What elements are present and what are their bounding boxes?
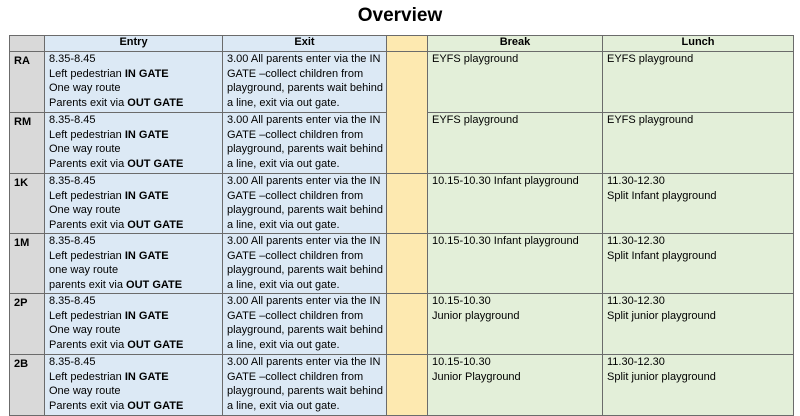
entry-exit-gate: OUT GATE bbox=[127, 218, 184, 231]
exit-cell: 3.00 All parents enter via the IN GATE –collect children from playground, parents wait behind a line, exit via out gate. bbox=[223, 234, 387, 294]
break-cell bbox=[428, 174, 603, 234]
entry-exit-text: parents exit via bbox=[49, 278, 127, 291]
lunch-line-2: Split junior playground bbox=[607, 370, 716, 383]
entry-gate-text: Left pedestrian bbox=[49, 309, 125, 322]
lunch-line-1: EYFS playground bbox=[607, 53, 694, 65]
lunch-line-1: 11.30-12.30 bbox=[607, 356, 665, 368]
exit-cell: 3.00 All parents enter via the IN GATE –collect children from playground, parents wait behind a line, exit via out gate. bbox=[223, 294, 387, 355]
lunch-line-1: 11.30-12.30 bbox=[607, 175, 665, 187]
entry-time: 8.35-8.45 bbox=[49, 356, 96, 368]
entry-exit-text: Parents exit via bbox=[49, 96, 128, 109]
entry-route: One way route bbox=[49, 204, 121, 216]
entry-gate-text: Left pedestrian bbox=[49, 189, 125, 202]
entry-gate-text: Left pedestrian bbox=[49, 128, 125, 141]
entry-exit-text: Parents exit via bbox=[49, 399, 128, 412]
entry-gate-text: Left pedestrian bbox=[49, 370, 125, 383]
lunch-cell bbox=[603, 52, 794, 113]
table-row bbox=[10, 52, 794, 113]
entry-time: 8.35-8.45 bbox=[49, 114, 96, 126]
lunch-cell bbox=[603, 113, 794, 174]
break-cell bbox=[428, 355, 603, 416]
entry-exit-gate: OUT GATE bbox=[126, 278, 183, 291]
class-cell: 2B bbox=[10, 355, 45, 416]
entry-route: One way route bbox=[49, 82, 121, 94]
entry-cell bbox=[45, 355, 223, 416]
gap-cell bbox=[387, 355, 428, 416]
table-row bbox=[10, 234, 794, 294]
entry-route: One way route bbox=[49, 385, 121, 397]
break-line-1: 10.15-10.30 bbox=[432, 295, 491, 307]
overview-table bbox=[9, 35, 794, 416]
gap-cell bbox=[387, 174, 428, 234]
gap-cell bbox=[387, 52, 428, 174]
header-entry: Entry bbox=[45, 36, 223, 52]
lunch-line-2: Split junior playground bbox=[607, 309, 716, 322]
table-row bbox=[10, 355, 794, 416]
class-cell: RM bbox=[10, 113, 45, 174]
lunch-line-2: Split Infant playground bbox=[607, 249, 717, 262]
entry-cell bbox=[45, 174, 223, 234]
entry-gate-name: IN GATE bbox=[124, 370, 169, 383]
entry-time: 8.35-8.45 bbox=[49, 175, 96, 187]
entry-gate-name: IN GATE bbox=[124, 249, 169, 262]
entry-gate-name: IN GATE bbox=[124, 128, 169, 141]
lunch-line-1: 11.30-12.30 bbox=[607, 295, 665, 307]
header-row bbox=[10, 36, 794, 52]
entry-gate-text: Left pedestrian bbox=[49, 249, 125, 262]
class-cell: 1K bbox=[10, 174, 45, 234]
break-line-1: EYFS playground bbox=[432, 114, 519, 126]
entry-gate-name: IN GATE bbox=[124, 189, 169, 202]
header-lunch: Lunch bbox=[603, 36, 794, 52]
entry-cell bbox=[45, 234, 223, 294]
lunch-line-1: EYFS playground bbox=[607, 114, 694, 126]
entry-exit-gate: OUT GATE bbox=[127, 338, 184, 351]
entry-route: one way route bbox=[49, 264, 119, 276]
gap-cell bbox=[387, 294, 428, 355]
header-gap bbox=[387, 36, 428, 52]
break-cell bbox=[428, 294, 603, 355]
lunch-cell bbox=[603, 174, 794, 234]
header-class bbox=[10, 36, 45, 52]
break-line-1: 10.15-10.30 Infant playground bbox=[432, 235, 579, 247]
lunch-cell bbox=[603, 294, 794, 355]
break-cell bbox=[428, 113, 603, 174]
break-line-1: 10.15-10.30 bbox=[432, 356, 491, 368]
entry-cell bbox=[45, 113, 223, 174]
break-line-1: EYFS playground bbox=[432, 53, 519, 65]
header-break: Break bbox=[428, 36, 603, 52]
lunch-line-1: 11.30-12.30 bbox=[607, 235, 665, 247]
class-cell: RA bbox=[10, 52, 45, 113]
entry-exit-text: Parents exit via bbox=[49, 338, 128, 351]
entry-time: 8.35-8.45 bbox=[49, 295, 96, 307]
table-row bbox=[10, 294, 794, 355]
break-line-2: Junior Playground bbox=[432, 370, 521, 383]
entry-gate-text: Left pedestrian bbox=[49, 67, 125, 80]
break-cell bbox=[428, 234, 603, 294]
lunch-cell bbox=[603, 355, 794, 416]
entry-gate-name: IN GATE bbox=[124, 67, 169, 80]
entry-cell bbox=[45, 294, 223, 355]
entry-exit-gate: OUT GATE bbox=[127, 399, 184, 412]
table-row bbox=[10, 174, 794, 234]
break-line-1: 10.15-10.30 Infant playground bbox=[432, 175, 579, 187]
entry-time: 8.35-8.45 bbox=[49, 53, 96, 65]
gap-cell bbox=[387, 234, 428, 294]
lunch-cell bbox=[603, 234, 794, 294]
page-title: Overview bbox=[357, 5, 443, 26]
entry-exit-text: Parents exit via bbox=[49, 218, 128, 231]
entry-time: 8.35-8.45 bbox=[49, 235, 96, 247]
exit-cell: 3.00 All parents enter via the IN GATE –collect children from playground, parents wait behind a line, exit via out gate. bbox=[223, 355, 387, 416]
entry-cell bbox=[45, 52, 223, 113]
header-exit: Exit bbox=[223, 36, 387, 52]
entry-route: One way route bbox=[49, 324, 121, 336]
entry-gate-name: IN GATE bbox=[124, 309, 169, 322]
exit-cell: 3.00 All parents enter via the IN GATE –collect children from playground, parents wait behind a line, exit via out gate. bbox=[223, 113, 387, 174]
exit-cell: 3.00 All parents enter via the IN GATE –collect children from playground, parents wait behind a line, exit via out gate. bbox=[223, 174, 387, 234]
class-cell: 2P bbox=[10, 294, 45, 355]
break-line-2: Junior playground bbox=[432, 309, 520, 322]
break-cell bbox=[428, 52, 603, 113]
entry-route: One way route bbox=[49, 143, 121, 155]
exit-cell: 3.00 All parents enter via the IN GATE –collect children from playground, parents wait behind a line, exit via out gate. bbox=[223, 52, 387, 113]
class-cell: 1M bbox=[10, 234, 45, 294]
entry-exit-gate: OUT GATE bbox=[127, 157, 184, 170]
entry-exit-gate: OUT GATE bbox=[127, 96, 184, 109]
entry-exit-text: Parents exit via bbox=[49, 157, 128, 170]
lunch-line-2: Split Infant playground bbox=[607, 189, 717, 202]
